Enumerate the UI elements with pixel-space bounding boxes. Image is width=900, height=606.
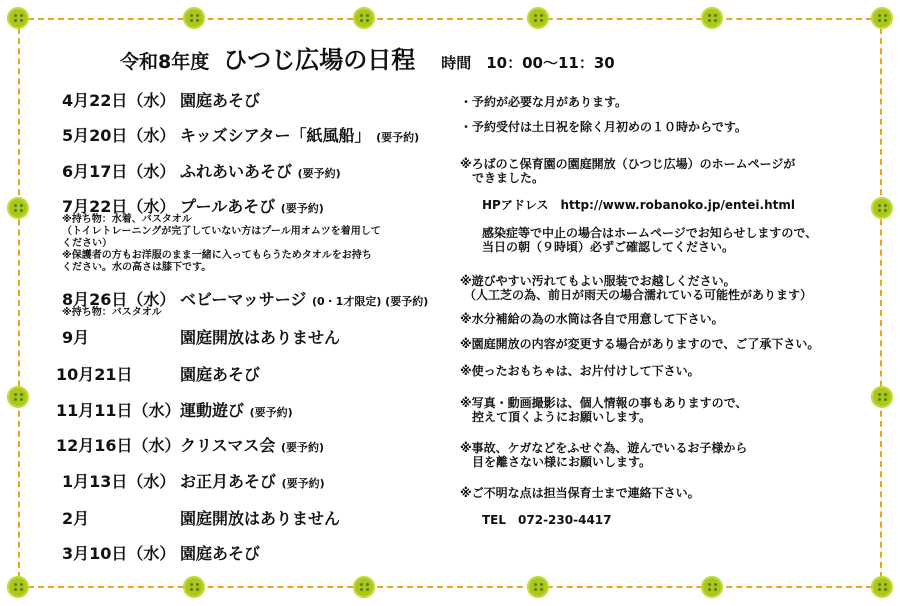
button-decoration-icon bbox=[7, 576, 29, 598]
reservation-note: (要予約) bbox=[297, 167, 341, 180]
schedule-date: 8月26日（水） bbox=[62, 290, 176, 309]
reservation-note: (要予約) bbox=[280, 441, 325, 454]
schedule-date: 4月22日（水） bbox=[62, 91, 176, 110]
schedule-date: 5月20日（水） bbox=[62, 126, 176, 145]
button-decoration-icon bbox=[701, 576, 723, 598]
button-decoration-icon bbox=[871, 576, 893, 598]
button-decoration-icon bbox=[353, 576, 375, 598]
reservation-note: (0・1才限定) (要予約) bbox=[311, 295, 429, 308]
schedule-event: 園庭あそび bbox=[180, 91, 261, 110]
schedule-date: 1月13日（水） bbox=[62, 472, 176, 491]
info-cancellation: 感染症等で中止の場合はホームページでお知らせしますので、 当日の朝（９時頃）必ずご確認してください。 bbox=[482, 226, 818, 254]
info-toys: ※使ったおもちゃは、お片付けして下さい。 bbox=[460, 364, 700, 378]
info-clothing: ※遊びやすい汚れてもよい服装でお越しください。 （人工芝の為、前日が雨天の場合濡れている可能性があります） bbox=[460, 274, 813, 302]
august-notes: ※持ち物：バスタオル bbox=[62, 307, 162, 318]
schedule-date: 12月16日（水） bbox=[56, 436, 181, 455]
schedule-event: 園庭あそび bbox=[180, 544, 261, 563]
info-homepage: ※ろばのこ保育園の園庭開放（ひつじ広場）のホームページが できました。 bbox=[460, 157, 796, 185]
schedule-date: 3月10日（水） bbox=[62, 544, 176, 563]
button-decoration-icon bbox=[7, 197, 29, 219]
reservation-note: (要予約) bbox=[249, 406, 293, 419]
schedule-event: 運動遊び (要予約) bbox=[180, 401, 293, 420]
info-safety: ※事故、ケガなどをふせぐ為、遊んでいるお子様から 目を離さない様にお願いします。 bbox=[460, 441, 748, 469]
button-decoration-icon bbox=[871, 386, 893, 408]
reservation-note: (要予約) bbox=[281, 477, 325, 490]
schedule-date: 10月21日 bbox=[56, 365, 133, 384]
title-text: ひつじ広場の日程 bbox=[223, 46, 416, 74]
schedule-event: 園庭開放はありません bbox=[180, 509, 341, 528]
schedule-date: 9月 bbox=[62, 328, 90, 347]
schedule-event: 園庭あそび bbox=[180, 365, 261, 384]
button-decoration-icon bbox=[353, 7, 375, 29]
era-year: 令和8年度 bbox=[120, 51, 210, 73]
schedule-event: ふれあいあそび (要予約) bbox=[180, 162, 341, 181]
info-water: ※水分補給の為の水筒は各自で用意して下さい。 bbox=[460, 312, 724, 326]
time-text: 時間 10：00～11：30 bbox=[441, 54, 615, 72]
info-changes: ※園庭開放の内容が変更する場合がありますので、ご了承下さい。 bbox=[460, 337, 820, 351]
button-decoration-icon bbox=[183, 576, 205, 598]
schedule-date: 6月17日（水） bbox=[62, 162, 176, 181]
july-notes: ※持ち物：水着、バスタオル （トイレトレーニングが完了していない方はプール用オムツを着用して ください） ※保護者の方もお洋服のまま一緒に入ってもらうためタオルをお持ち ください。水の高さは膝下です。 bbox=[62, 214, 381, 273]
button-decoration-icon bbox=[871, 7, 893, 29]
info-reservation: ・予約が必要な月があります。 bbox=[460, 95, 628, 109]
page-title bbox=[120, 40, 615, 75]
info-reservation-time: ・予約受付は土日祝を除く月初めの１０時からです。 bbox=[460, 120, 747, 134]
schedule-event: ベビーマッサージ (0・1才限定) (要予約) bbox=[180, 290, 429, 309]
button-decoration-icon bbox=[701, 7, 723, 29]
button-decoration-icon bbox=[871, 197, 893, 219]
schedule-event: キッズシアター「紙風船」 (要予約) bbox=[180, 126, 420, 145]
info-contact: ※ご不明な点は担当保育士まで連絡下さい。 bbox=[460, 486, 700, 500]
button-decoration-icon bbox=[7, 386, 29, 408]
button-decoration-icon bbox=[527, 7, 549, 29]
reservation-note: (要予約) bbox=[376, 131, 420, 144]
schedule-event: プールあそび (要予約) bbox=[180, 197, 324, 216]
button-decoration-icon bbox=[183, 7, 205, 29]
phone-number: TEL 072-230-4417 bbox=[482, 513, 612, 527]
schedule-event: クリスマス会 (要予約) bbox=[180, 436, 325, 455]
schedule-date: 2月 bbox=[62, 509, 90, 528]
button-decoration-icon bbox=[527, 576, 549, 598]
schedule-event: 園庭開放はありません bbox=[180, 328, 341, 347]
reservation-note: (要予約) bbox=[280, 202, 324, 215]
info-hp-address: HPアドレス http://www.robanoko.jp/entei.html bbox=[482, 198, 796, 212]
schedule-event: お正月あそび (要予約) bbox=[180, 472, 325, 491]
schedule-date: 11月11日（水） bbox=[56, 401, 181, 420]
schedule-date: 7月22日（水） bbox=[62, 197, 176, 216]
info-photos: ※写真・動画撮影は、個人情報の事もありますので、 控えて頂くようにお願いします。 bbox=[460, 396, 748, 424]
button-decoration-icon bbox=[7, 7, 29, 29]
